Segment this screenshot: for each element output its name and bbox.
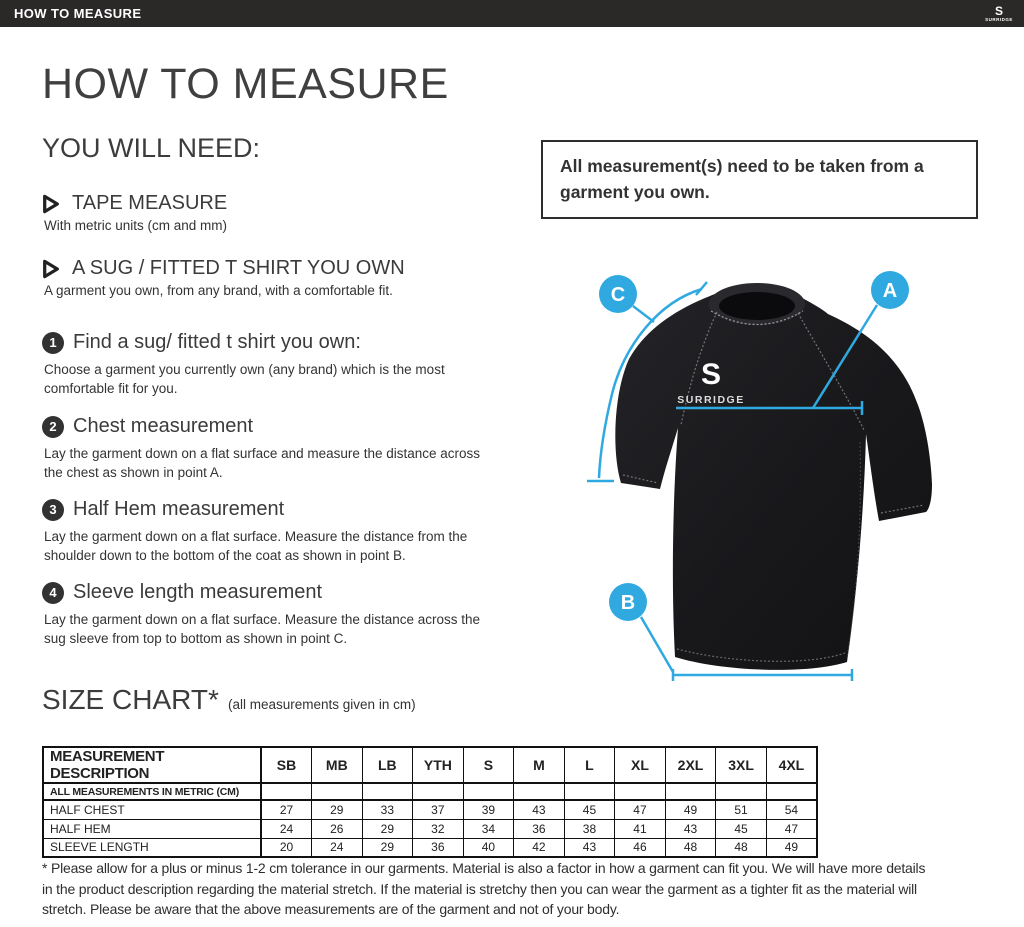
value-cell: 29 [362,838,413,857]
step-desc: Lay the garment down on a flat surface. Measure the distance from the shoulder down to the bottom of the coat as shown in point B. [44,529,468,564]
step-4 [42,581,520,648]
size-chart-table [42,746,818,858]
value-cell: 33 [362,800,413,819]
value-cell: 32 [413,819,464,838]
table-row [43,819,817,838]
column-header: MEASUREMENT DESCRIPTION [43,747,261,783]
table-row [43,838,817,857]
value-cell: 49 [766,838,817,857]
triangle-bullet-icon [42,194,60,214]
callout-box [541,140,978,219]
need-item-tshirt [42,257,522,298]
point-c-label: C [610,284,626,306]
empty-cell [766,783,817,800]
value-cell: 47 [766,819,817,838]
value-cell: 27 [261,800,312,819]
column-header: 2XL [665,747,716,783]
need-item-title: TAPE MEASURE [72,192,228,214]
column-header: L [564,747,615,783]
step-2 [42,415,520,482]
value-cell: 43 [665,819,716,838]
empty-cell [615,783,666,800]
surridge-logo-letter: S [994,3,1003,18]
value-cell: 48 [716,838,767,857]
need-item-tape-measure [42,192,522,233]
table-row [43,800,817,819]
value-cell: 37 [413,800,464,819]
row-label: HALF CHEST [43,800,261,819]
value-cell: 40 [463,838,514,857]
column-header: 4XL [766,747,817,783]
value-cell: 46 [615,838,666,857]
step-number-badge: 2 [42,416,64,438]
value-cell: 45 [716,819,767,838]
top-bar [0,0,1024,27]
value-cell: 39 [463,800,514,819]
point-b-label: B [620,592,636,614]
value-cell: 41 [615,819,666,838]
topbar-title: HOW TO MEASURE [14,6,142,21]
value-cell: 51 [716,800,767,819]
step-desc: Lay the garment down on a flat surface. Measure the distance across the sug sleeve from top to bottom as shown in point C. [44,612,480,647]
need-item-desc: A garment you own, from any brand, with a comfortable fit. [44,283,393,298]
step-title: Find a sug/ fitted t shirt you own: [73,331,361,353]
table-header-row [43,747,817,783]
you-will-need-heading: YOU WILL NEED: [42,133,261,163]
empty-cell [413,783,464,800]
value-cell: 42 [514,838,565,857]
value-cell: 45 [564,800,615,819]
value-cell: 24 [312,838,363,857]
point-a-label: A [882,280,898,302]
column-header: YTH [413,747,464,783]
table-subheader-row [43,783,817,800]
column-header: M [514,747,565,783]
step-1 [42,331,520,398]
empty-cell [564,783,615,800]
surridge-logo-icon [982,2,1016,26]
step-number-badge: 3 [42,499,64,521]
value-cell: 36 [413,838,464,857]
tshirt-image [615,283,932,670]
value-cell: 43 [514,800,565,819]
empty-cell [362,783,413,800]
value-cell: 29 [312,800,363,819]
value-cell: 49 [665,800,716,819]
column-header: S [463,747,514,783]
value-cell: 20 [261,838,312,857]
need-item-title: A SUG / FITTED T SHIRT YOU OWN [72,257,405,279]
empty-cell [261,783,312,800]
empty-cell [716,783,767,800]
value-cell: 36 [514,819,565,838]
size-chart-heading: SIZE CHART* [42,684,219,715]
step-3 [42,498,520,565]
value-cell: 34 [463,819,514,838]
need-item-desc: With metric units (cm and mm) [44,218,228,233]
value-cell: 38 [564,819,615,838]
value-cell: 47 [615,800,666,819]
disclaimer-text: * Please allow for a plus or minus 1-2 cm tolerance in our garments. Material is also a factor in how a garment can fit you. We will have more details in the product description regarding the material stretch. If the material is stretchy then you can wear the garment as a tighter fit as the material will stretch. Please be aware that the above measurements are of the garment and not of your body. [42,860,926,918]
step-title: Sleeve length measurement [73,581,323,603]
step-desc: Choose a garment you currently own (any brand) which is the most comfortable fit for you. [44,362,445,397]
callout-text: All measurement(s) need to be taken from a garment you own. [560,156,924,203]
step-desc: Lay the garment down on a flat surface and measure the distance across the chest as shown in point A. [44,446,481,481]
step-number-badge: 1 [42,332,64,354]
column-header: 3XL [716,747,767,783]
value-cell: 24 [261,819,312,838]
value-cell: 29 [362,819,413,838]
step-title: Half Hem measurement [73,498,285,520]
row-label: SLEEVE LENGTH [43,838,261,857]
value-cell: 43 [564,838,615,857]
column-header: LB [362,747,413,783]
column-header: SB [261,747,312,783]
page-title: HOW TO MEASURE [42,60,449,108]
empty-cell [514,783,565,800]
row-label: HALF HEM [43,819,261,838]
step-number-badge: 4 [42,582,64,604]
value-cell: 54 [766,800,817,819]
value-cell: 26 [312,819,363,838]
shirt-logo-letter: S [700,358,722,391]
column-header: MB [312,747,363,783]
value-cell: 48 [665,838,716,857]
empty-cell [665,783,716,800]
surridge-logo-wordmark: SURRIDGE [985,16,1013,22]
step-title: Chest measurement [73,415,254,437]
empty-cell [463,783,514,800]
empty-cell [312,783,363,800]
triangle-bullet-icon [42,259,60,279]
size-chart-note: (all measurements given in cm) [228,697,416,712]
shirt-logo-wordmark: SURRIDGE [677,394,745,406]
column-header: XL [615,747,666,783]
subheader-cell: ALL MEASUREMENTS IN METRIC (CM) [43,783,261,800]
tshirt-measurement-diagram [570,262,1000,682]
